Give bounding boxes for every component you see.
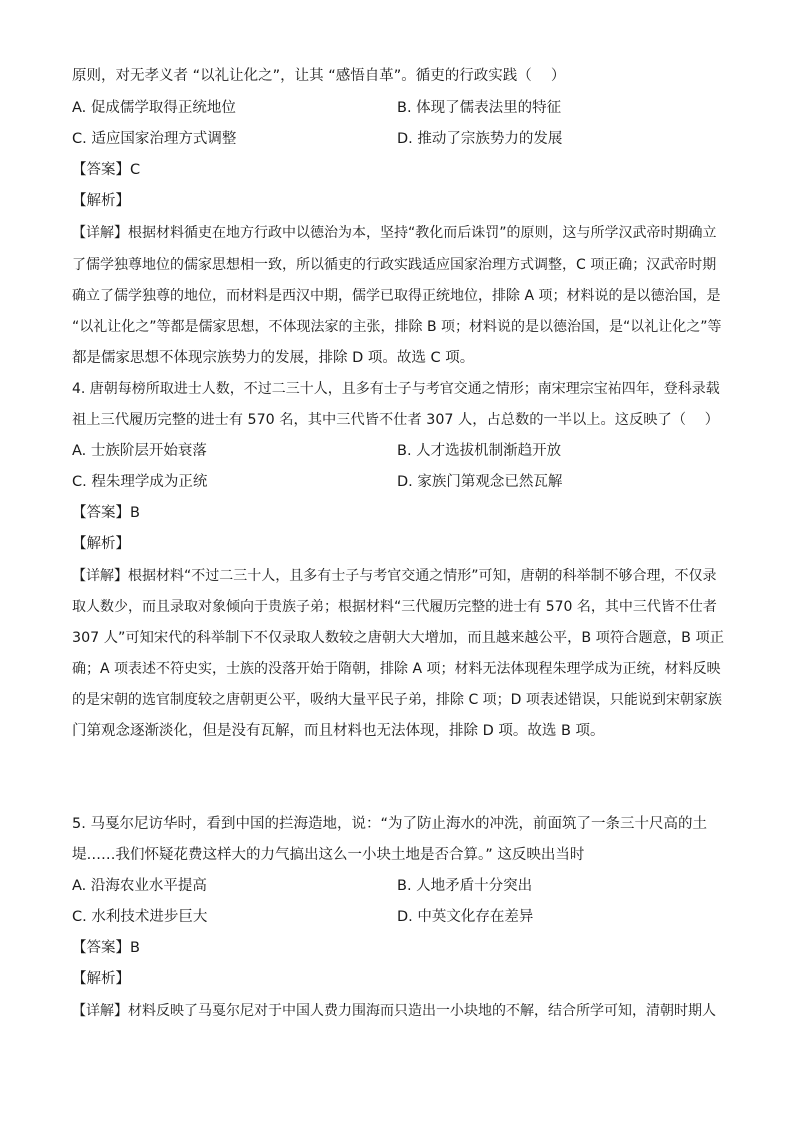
q5-answer: 【答案】B	[72, 940, 140, 956]
q4-option-c: C. 程朱理学成为正统	[72, 474, 208, 490]
q3-detail-line: 【详解】根据材料循吏在地方行政中以德治为本，坚持“教化而后诛罚”的原则，这与所学汉武帝时期确立	[72, 225, 717, 241]
q4-detail-line: 门第观念逐渐淡化，但是没有瓦解，而且材料也无法体现，排除 D 项。故选 B 项。	[72, 723, 605, 739]
q4-answer: 【答案】B	[72, 505, 140, 521]
q3-analysis-label: 【解析】	[72, 193, 130, 209]
q4-analysis-label: 【解析】	[72, 536, 130, 552]
q3-detail-line: “以礼让化之”等都是儒家思想，不体现法家的主张，排除 B 项；材料说的是以德治国，是“以礼让化之”等	[72, 319, 722, 335]
q4-detail-line: 取人数少，而且录取对象倾向于贵族子弟；根据材料“三代履历完整的进士有 570 名，其中三代皆不仕者	[72, 599, 717, 615]
question-4-stem: 祖上三代履历完整的进士有 570 名，其中三代皆不仕者 307 人，占总数的一半以上。这反映了（ ）	[72, 412, 720, 428]
q4-detail-line: 307 人”可知宋代的科举制下不仅录取人数较之唐朝大大增加，而且越来越公平，B 项符合题意，B 项正	[72, 630, 724, 646]
q5-option-a: A. 沿海农业水平提高	[72, 878, 207, 894]
q5-option-d: D. 中英文化存在差异	[397, 909, 534, 925]
q3-detail-line: 了儒学独尊地位的儒家思想相一致，所以循吏的行政实践适应国家治理方式调整，C 项正确；汉武帝时期	[72, 257, 717, 273]
question-5-stem: 5. 马戛尔尼访华时，看到中国的拦海造地，说：“为了防止海水的冲洗，前面筑了一条三十尺高的土	[72, 816, 707, 832]
q4-option-d: D. 家族门第观念已然瓦解	[397, 474, 563, 490]
question-5-stem: 堤……我们怀疑花费这样大的力气搞出这么一小块土地是否合算。” 这反映出当时	[72, 847, 585, 863]
q3-option-b: B. 体现了儒表法里的特征	[397, 100, 562, 116]
q4-detail-line: 的是宋朝的选官制度较之唐朝更公平，吸纳大量平民子弟，排除 C 项；D 项表述错误，只能说到宋朝家族	[72, 692, 722, 708]
q4-detail-line: 【详解】根据材料“不过二三十人，且多有士子与考官交通之情形”可知，唐朝的科举制不够合理，不仅录	[72, 568, 717, 584]
q3-detail-line: 都是儒家思想不体现宗族势力的发展，排除 D 项。故选 C 项。	[72, 350, 475, 366]
question-4-stem: 4. 唐朝每榜所取进士人数，不过二三十人，且多有士子与考官交通之情形；南宋理宗宝祐四年，登科录载	[72, 381, 720, 397]
q4-option-b: B. 人才选拔机制渐趋开放	[397, 443, 562, 459]
q5-detail-line: 【详解】材料反映了马戛尔尼对于中国人费力围海而只造出一小块地的不解，结合所学可知，清朝时期人	[72, 1003, 716, 1019]
q3-detail-line: 确立了儒学独尊的地位，而材料是西汉中期，儒学已取得正统地位，排除 A 项；材料说的是以德治国，是	[72, 288, 721, 304]
q5-option-c: C. 水利技术进步巨大	[72, 909, 208, 925]
q3-option-a: A. 促成儒学取得正统地位	[72, 100, 236, 116]
q3-answer: 【答案】C	[72, 162, 141, 178]
q5-analysis-label: 【解析】	[72, 971, 130, 987]
q3-option-d: D. 推动了宗族势力的发展	[397, 131, 563, 147]
q3-option-c: C. 适应国家治理方式调整	[72, 131, 237, 147]
q4-detail-line: 确；A 项表述不符史实，士族的没落开始于隋朝，排除 A 项；材料无法体现程朱理学成为正统，材料反映	[72, 661, 721, 677]
q4-option-a: A. 士族阶层开始衰落	[72, 443, 207, 459]
q5-option-b: B. 人地矛盾十分突出	[397, 878, 533, 894]
question-3-stem: 原则，对无孝义者 “以礼让化之”，让其 “感悟自革”。循吏的行政实践（ ）	[72, 68, 566, 84]
